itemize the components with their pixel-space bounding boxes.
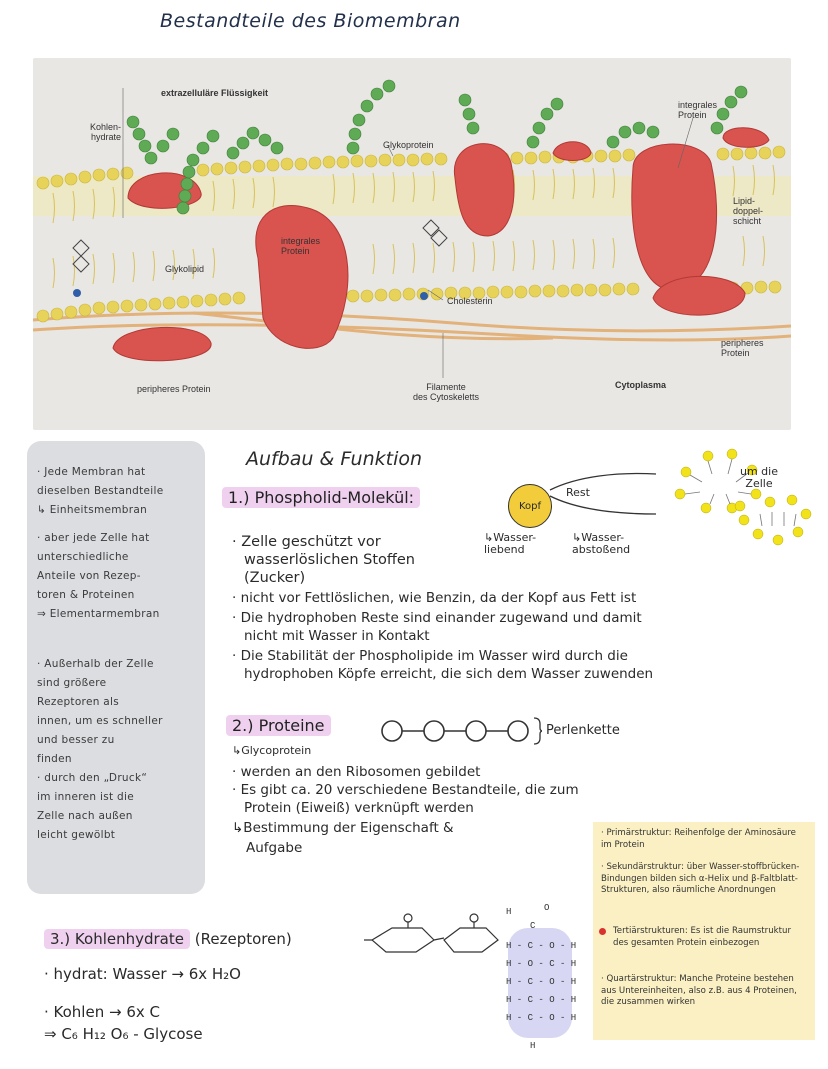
red-dot-icon <box>599 928 606 935</box>
water-loving-label: ↳Wasser- liebend <box>484 531 537 556</box>
glucose-ring-drawing <box>362 910 502 960</box>
svg-text:H - C - O - H: H - C - O - H <box>506 995 577 1005</box>
label-peripheral-protein-left: peripheres Protein <box>137 384 211 394</box>
glucose-chain-drawing <box>500 898 580 1058</box>
s2-bullet-4: ↳Bestimmung der Eigenschaft & <box>232 820 454 836</box>
s1-bullet-1: · Zelle geschützt vor <box>232 534 381 550</box>
protein-top-right <box>723 128 769 148</box>
note-tertiary: Tertiärstrukturen: Es ist die Raumstruktur des gesamten Protein einbezogen <box>613 926 791 948</box>
s3-line-2: · Kohlen → 6x C <box>44 1003 160 1021</box>
label-peripheral-protein-right: peripheres Protein <box>721 338 764 358</box>
s1-bullet-3: (Zucker) <box>244 570 306 586</box>
membrane-figure <box>33 58 791 430</box>
s2-bullet-5: Aufgabe <box>246 840 303 856</box>
s2-bullet-3: Protein (Eiweiß) verknüpft werden <box>244 800 474 816</box>
protein-small <box>553 142 591 161</box>
pearl-chain-drawing <box>372 716 542 746</box>
s2-subheading: ↳Glycoprotein <box>232 744 312 757</box>
label-filaments: Filamente des Cytoskeletts <box>413 382 480 402</box>
s2-bullet-1: · werden an den Ribosomen gebildet <box>232 764 481 780</box>
integral-protein-right <box>632 144 717 290</box>
s1-bullet-4: · nicht vor Fettlöslichen, wie Benzin, da der Kopf aus Fett ist <box>232 590 637 606</box>
sidebar-block-3: · Außerhalb der Zelle sind größere Rezeptoren als innen, um es schneller und besser zu finden · durch den „Druck“ im inneren ist die Zelle nach außen leicht gewölbt <box>37 658 163 841</box>
svg-text:H - C - O - H: H - C - O - H <box>506 1013 577 1023</box>
phospholipid-rest-label: Rest <box>566 486 590 499</box>
sidebar-block-2: · aber jede Zelle hat unterschiedliche Anteile von Rezep- toren & Proteinen ⇒ Elementarmembran <box>37 532 160 620</box>
label-glycoprotein: Glykoprotein <box>383 140 434 150</box>
s3-heading: 3.) Kohlenhydrate (Rezeptoren) <box>44 930 292 948</box>
svg-text:H: H <box>506 907 512 917</box>
svg-text:H - C - O - H: H - C - O - H <box>506 941 577 951</box>
s1-heading: 1.) Phospholid-Molekül: <box>222 488 420 507</box>
sidebar-block-1: · Jede Membran hat dieselben Bestandteile ↳ Einheitsmembran <box>37 466 164 516</box>
svg-text:H - O - C - H: H - O - C - H <box>506 959 577 969</box>
section-heading: Aufbau & Funktion <box>246 448 423 470</box>
page-title: Bestandteile des Biomembran <box>160 10 461 32</box>
integral-protein-mid <box>256 205 348 348</box>
label-integral-protein-mid: integrales Protein <box>281 236 321 256</box>
s3-line-3: ⇒ C₆ H₁₂ O₆ - Glycose <box>44 1025 203 1043</box>
label-glycolipid: Glykolipid <box>165 264 205 274</box>
svg-text:C: C <box>530 921 536 931</box>
svg-text:H - C - O - H: H - C - O - H <box>506 977 577 987</box>
cell-label: um die Zelle <box>740 465 778 490</box>
label-lipid-bilayer: Lipid- doppel- schicht <box>733 196 764 226</box>
s2-bullet-2: · Es gibt ca. 20 verschiedene Bestandteile, die zum <box>232 782 579 798</box>
sidebar-notes <box>27 441 205 894</box>
s1-bullet-8: hydrophoben Köpfe erreicht, die sich dem Wasser zuwenden <box>244 666 654 682</box>
phospholipid-tail-drawing <box>548 470 658 520</box>
s1-bullet-6: nicht mit Wasser in Kontakt <box>244 628 430 644</box>
note-secondary: · Sekundärstruktur: über Wasser-stoffbrücken-Bindungen bilden sich α-Helix und β-Faltblatt-Strukturen, also räumliche Anordnungen <box>601 862 800 895</box>
note-primary: · Primärstruktur: Reihenfolge der Aminosäure im Protein <box>601 828 796 850</box>
label-cytoplasm: Cytoplasma <box>615 380 667 390</box>
label-cholesterol: Cholesterin <box>447 296 493 306</box>
protein-structure-note <box>593 822 815 1040</box>
s1-bullet-7: · Die Stabilität der Phospholipide im Wasser wird durch die <box>232 648 628 664</box>
svg-text:H: H <box>530 1041 536 1051</box>
svg-text:O: O <box>544 903 550 913</box>
peripheral-protein-left <box>113 327 211 360</box>
s2-heading: 2.) Proteine <box>226 716 331 735</box>
note-quaternary: · Quartärstruktur: Manche Proteine bestehen aus Untereinheiten, also z.B. aus 4 Proteinen, die zusammen wirken <box>601 974 797 1007</box>
water-repelling-label: ↳Wasser- abstoßend <box>572 531 631 556</box>
s3-line-1: · hydrat: Wasser → 6x H₂O <box>44 965 241 983</box>
glycoprotein-body <box>454 144 514 236</box>
s1-bullet-5: · Die hydrophoben Reste sind einander zugewand und damit <box>232 610 642 626</box>
label-carbohydrates: Kohlen- hydrate <box>89 122 121 142</box>
label-integral-protein-top: integrales Protein <box>678 100 718 120</box>
micelle-drawing <box>660 444 820 556</box>
pearl-chain-label: Perlenkette <box>546 723 620 738</box>
s1-bullet-2: wasserlöslichen Stoffen <box>244 552 415 568</box>
phospholipid-head: Kopf <box>508 484 552 528</box>
label-extracellular: extrazelluläre Flüssigkeit <box>161 88 269 98</box>
